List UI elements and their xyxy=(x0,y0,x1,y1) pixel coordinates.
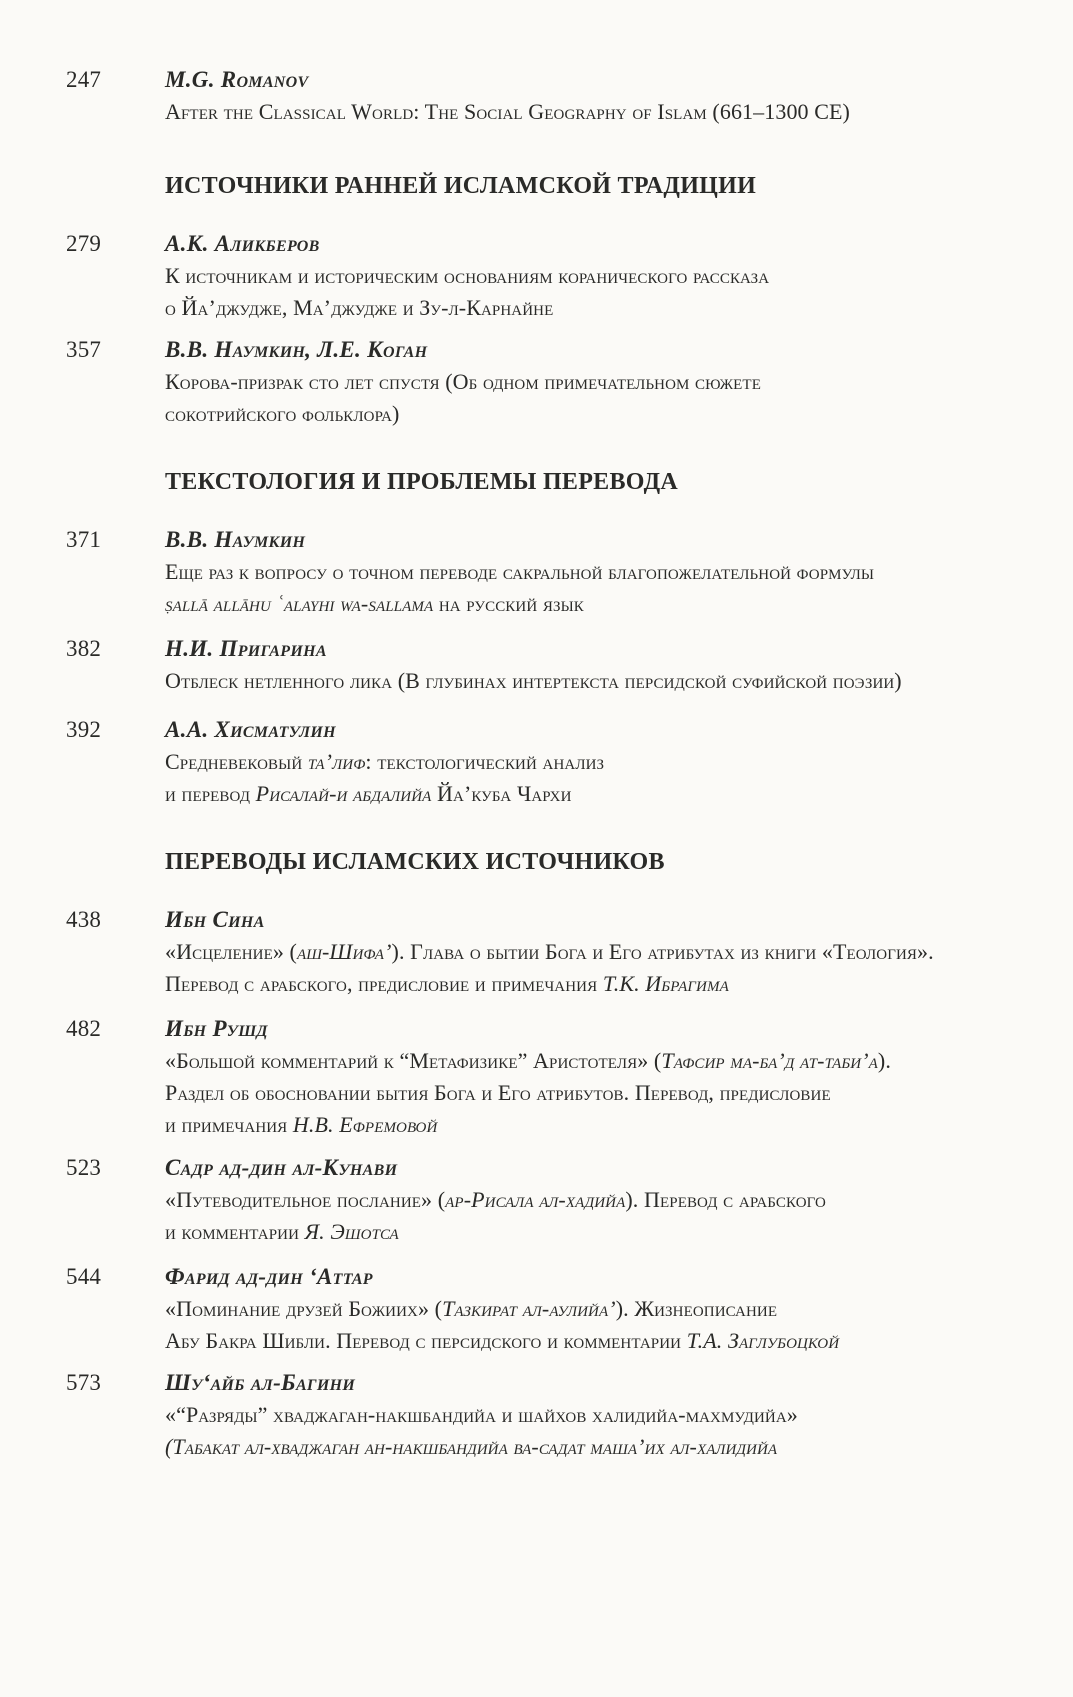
entry-author: Ибн Сина xyxy=(165,907,265,932)
entry-author: M.G. Romanov xyxy=(165,67,309,92)
entry-title-line: ṣallā allāhu ʿalayhi wa-sallama на русский язык xyxy=(165,591,584,616)
entry-title-line: Раздел об обосновании бытия Бога и Его атрибутов. Перевод, предисловие xyxy=(165,1080,831,1105)
entry-author: Фарид ад-дин ‘Аттар xyxy=(165,1264,373,1289)
entry-title-line: After the Classical World: The Social Geography of Islam (661–1300 CE) xyxy=(165,99,850,124)
entry-title-line: «Поминание друзей Божиих» (Тазкират ал-аулийа’). Жизнеописание xyxy=(165,1296,778,1321)
entry-author: Ибн Рушд xyxy=(165,1016,268,1041)
entry-title-line: и перевод Рисалай-и абдалийа Йа’куба Чархи xyxy=(165,781,572,806)
page-number: 382 xyxy=(66,636,102,661)
page-number: 544 xyxy=(66,1264,102,1289)
entry-author: А.А. Хисматулин xyxy=(165,717,336,742)
page-number: 247 xyxy=(66,67,102,92)
entry-title-line: и комментарии Я. Эшотса xyxy=(165,1219,399,1244)
entry-title-line: (Табакат ал-хваджаган ан-накшбандийа ва-садат маша’их ал-халидийа xyxy=(165,1434,778,1459)
entry-title-line: Корова-призрак сто лет спустя (Об одном примечательном сюжете xyxy=(165,369,761,394)
entry-author: Н.И. Пригарина xyxy=(165,636,327,661)
page-number: 371 xyxy=(66,527,102,552)
entry-author: В.В. Наумкин, Л.Е. Коган xyxy=(165,337,428,362)
page-number: 279 xyxy=(66,231,102,256)
section-heading: ИСТОЧНИКИ РАННЕЙ ИСЛАМСКОЙ ТРАДИЦИИ xyxy=(165,173,757,199)
entry-author: Шу‘айб ал-Багини xyxy=(165,1370,356,1395)
entry-title-line: и примечания Н.В. Ефремовой xyxy=(165,1112,438,1137)
entry-title-line: Абу Бакра Шибли. Перевод с персидского и комментарии Т.А. Заглубоцкой xyxy=(165,1328,840,1353)
page-number: 523 xyxy=(66,1155,102,1180)
entry-author: А.К. Аликберов xyxy=(165,231,320,256)
page-number: 482 xyxy=(66,1016,102,1041)
section-heading: ПЕРЕВОДЫ ИСЛАМСКИХ ИСТОЧНИКОВ xyxy=(165,849,665,875)
entry-title-line: Отблеск нетленного лика (В глубинах интертекста персидской суфийской поэзии) xyxy=(165,668,902,693)
entry-title-line: сокотрийского фольклора) xyxy=(165,401,400,426)
entry-title-line: Перевод с арабского, предисловие и примечания Т.К. Ибрагима xyxy=(165,971,729,996)
page-number: 438 xyxy=(66,907,102,932)
entry-author: Садр ад-дин ал-Кунави xyxy=(165,1155,398,1180)
entry-author: В.В. Наумкин xyxy=(165,527,306,552)
entry-title-line: Средневековый та’лиф: текстологический анализ xyxy=(165,749,605,774)
transliteration-text: ṣallā allāhu ʿalayhi wa-sallama xyxy=(165,591,434,616)
page-number: 357 xyxy=(66,337,102,362)
entry-title-line: «Исцеление» (аш-Шифа’). Глава о бытии Бога и Его атрибутах из книги «Теология». xyxy=(165,939,934,964)
page-number: 573 xyxy=(66,1370,102,1395)
section-heading: ТЕКСТОЛОГИЯ И ПРОБЛЕМЫ ПЕРЕВОДА xyxy=(165,469,679,495)
entry-title-line: «Большой комментарий к “Метафизике” Аристотеля» (Тафсир ма-ба’д ат-таби’а). xyxy=(165,1048,891,1073)
entry-title-line: К источникам и историческим основаниям коранического рассказа xyxy=(165,263,770,288)
entry-title-line: «“Разряды” хваджаган-накшбандийа и шайхов халидийа-махмудийа» xyxy=(165,1402,798,1427)
entry-title-line: о Йа’джудже, Ма’джудже и Зу-л-Карнайне xyxy=(165,295,554,320)
entry-title-line: «Путеводительное послание» (ар-Рисала ал-хадийа). Перевод с арабского xyxy=(165,1187,826,1212)
page-number: 392 xyxy=(66,717,102,742)
entry-title-line: Еще раз к вопросу о точном переводе сакральной благопожелательной формулы xyxy=(165,559,875,584)
